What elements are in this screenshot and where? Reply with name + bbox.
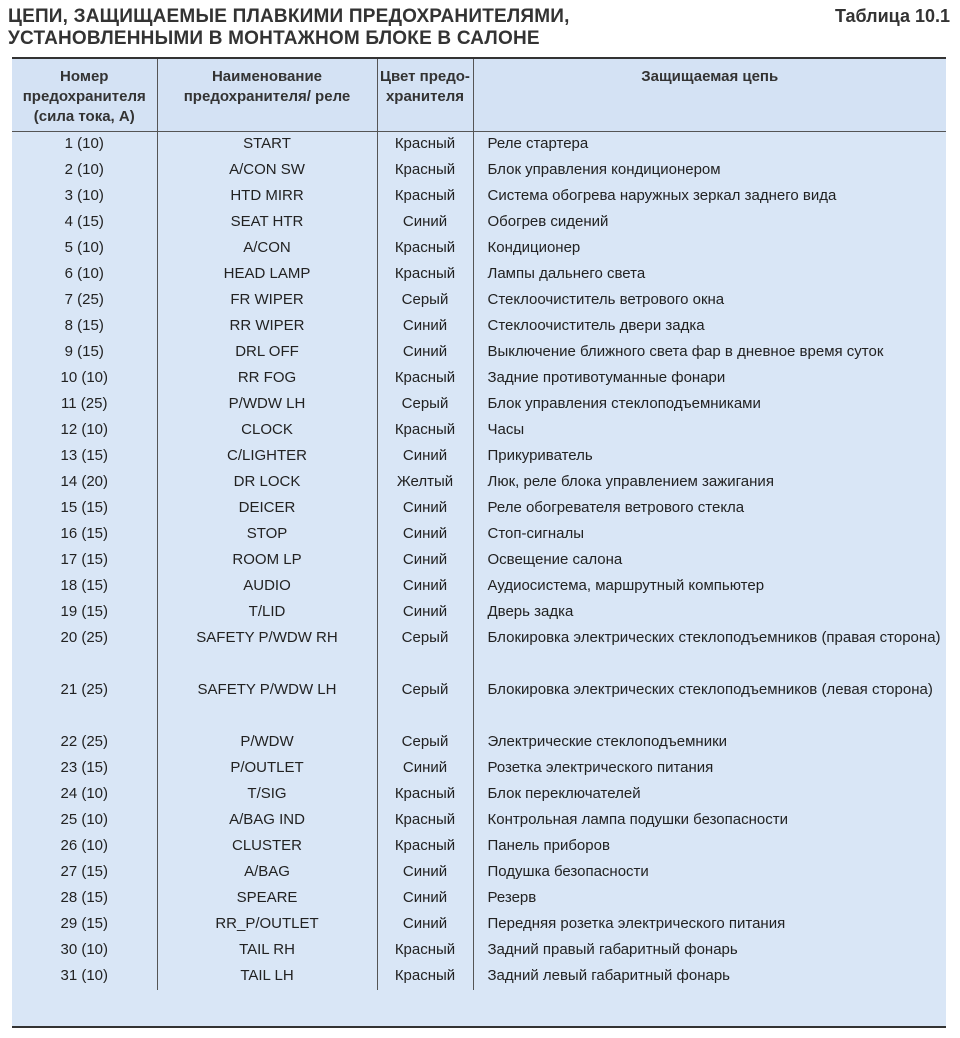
protected-circuit-cell: Освещение салона (473, 548, 946, 574)
column-header-fuse-color: Цвет предо- хранителя (377, 59, 473, 132)
table-row (12, 600, 946, 626)
column-header-protected-circuit: Защищаемая цепь (473, 59, 946, 132)
protected-circuit-cell: Кондиционер (473, 236, 946, 262)
fuse-color-cell: Красный (377, 366, 473, 392)
fuse-color-cell: Серый (377, 730, 473, 756)
protected-circuit-cell: Прикуриватель (473, 444, 946, 470)
protected-circuit-cell: Часы (473, 418, 946, 444)
protected-circuit-cell: Лампы дальнего света (473, 262, 946, 288)
fuse-name-cell: P/WDW LH (157, 392, 377, 418)
fuse-number-cell: 2 (10) (64, 160, 104, 178)
protected-circuit-cell: Блок управления кондиционером (473, 158, 946, 184)
fuse-number-cell: 21 (25) (60, 680, 109, 698)
fuse-color-cell: Синий (377, 548, 473, 574)
page-title (8, 6, 570, 50)
protected-circuit-cell: Стоп-сигналы (473, 522, 946, 548)
fuse-number-cell: 12 (10) (60, 420, 109, 438)
fuse-number-cell: 3 (10) (64, 186, 104, 204)
fuse-name-cell: T/LID (157, 600, 377, 626)
protected-circuit-cell: Панель приборов (473, 834, 946, 860)
fuse-name-cell: A/CON (157, 236, 377, 262)
protected-circuit-cell: Задние противотуманные фонари (473, 366, 946, 392)
fuse-number-cell: 4 (15) (64, 212, 104, 230)
fuse-name-cell: DR LOCK (157, 470, 377, 496)
title-line-1: ЦЕПИ, ЗАЩИЩАЕМЫЕ ПЛАВКИМИ ПРЕДОХРАНИТЕЛЯМИ, (8, 6, 570, 27)
fuse-name-cell: RR_P/OUTLET (157, 912, 377, 938)
table-row (12, 184, 946, 210)
fuse-color-cell: Красный (377, 834, 473, 860)
fuse-name-cell: RR FOG (157, 366, 377, 392)
fuse-color-cell: Красный (377, 964, 473, 990)
table-row (12, 964, 946, 990)
table-row (12, 132, 946, 158)
table-row (12, 522, 946, 548)
protected-circuit-cell: Выключение ближного света фар в дневное время суток (473, 340, 946, 366)
protected-circuit-cell: Система обогрева наружных зеркал заднего вида (473, 184, 946, 210)
protected-circuit-cell: Реле стартера (473, 132, 946, 158)
table-row (12, 158, 946, 184)
protected-circuit-cell: Обогрев сидений (473, 210, 946, 236)
fuse-number-cell: 8 (15) (64, 316, 104, 334)
fuse-number-cell: 10 (10) (60, 368, 109, 386)
protected-circuit-cell: Контрольная лампа подушки безопасности (473, 808, 946, 834)
protected-circuit-cell: Подушка безопасности (473, 860, 946, 886)
fuse-color-cell: Серый (377, 392, 473, 418)
table-row (12, 678, 946, 730)
fuse-name-cell: START (157, 132, 377, 158)
fuse-name-cell: CLUSTER (157, 834, 377, 860)
fuse-color-cell: Красный (377, 782, 473, 808)
protected-circuit-cell: Аудиосистема, маршрутный компьютер (473, 574, 946, 600)
fuse-table-container (12, 57, 946, 1028)
fuse-number-cell: 29 (15) (60, 914, 109, 932)
fuse-name-cell: P/OUTLET (157, 756, 377, 782)
fuse-name-cell: CLOCK (157, 418, 377, 444)
fuse-number-cell: 27 (15) (60, 862, 109, 880)
fuse-color-cell: Красный (377, 938, 473, 964)
fuse-color-cell: Красный (377, 158, 473, 184)
fuse-number-cell: 17 (15) (60, 550, 109, 568)
fuse-name-cell: SEAT HTR (157, 210, 377, 236)
fuse-name-cell: SPEARE (157, 886, 377, 912)
table-row (12, 782, 946, 808)
fuse-name-cell: A/BAG IND (157, 808, 377, 834)
fuse-name-cell: TAIL LH (157, 964, 377, 990)
table-row (12, 470, 946, 496)
fuse-name-cell: C/LIGHTER (157, 444, 377, 470)
table-row (12, 340, 946, 366)
fuse-number-cell: 20 (25) (60, 628, 109, 646)
fuse-color-cell: Синий (377, 600, 473, 626)
fuse-name-cell: HEAD LAMP (157, 262, 377, 288)
fuse-name-cell: DRL OFF (157, 340, 377, 366)
fuse-table (12, 59, 946, 990)
column-header-fuse-name: Наименование предохранителя/ реле (157, 59, 377, 132)
fuse-name-cell: ROOM LP (157, 548, 377, 574)
fuse-number-cell: 28 (15) (60, 888, 109, 906)
protected-circuit-cell: Дверь задка (473, 600, 946, 626)
protected-circuit-cell: Люк, реле блока управлением зажигания (473, 470, 946, 496)
fuse-name-cell: P/WDW (157, 730, 377, 756)
table-row (12, 210, 946, 236)
table-row (12, 366, 946, 392)
fuse-color-cell: Желтый (377, 470, 473, 496)
table-body (12, 132, 946, 990)
fuse-color-cell: Синий (377, 340, 473, 366)
fuse-number-cell: 11 (25) (61, 394, 108, 412)
fuse-name-cell: SAFETY P/WDW RH (157, 626, 377, 678)
fuse-color-cell: Серый (377, 626, 473, 678)
fuse-name-cell: AUDIO (157, 574, 377, 600)
fuse-name-cell: RR WIPER (157, 314, 377, 340)
table-row (12, 730, 946, 756)
table-row (12, 548, 946, 574)
fuse-color-cell: Красный (377, 262, 473, 288)
fuse-name-cell: HTD MIRR (157, 184, 377, 210)
table-row (12, 392, 946, 418)
fuse-number-cell: 13 (15) (60, 446, 109, 464)
protected-circuit-cell: Электрические стеклоподъемники (473, 730, 946, 756)
table-row (12, 808, 946, 834)
fuse-name-cell: A/BAG (157, 860, 377, 886)
fuse-name-cell: FR WIPER (157, 288, 377, 314)
table-row (12, 418, 946, 444)
fuse-number-cell: 19 (15) (60, 602, 109, 620)
fuse-color-cell: Синий (377, 496, 473, 522)
protected-circuit-cell: Задний левый габаритный фонарь (473, 964, 946, 990)
protected-circuit-cell: Стеклоочиститель ветрового окна (473, 288, 946, 314)
table-row (12, 886, 946, 912)
fuse-number-cell: 16 (15) (60, 524, 109, 542)
fuse-number-cell: 15 (15) (60, 498, 109, 516)
table-row (12, 574, 946, 600)
fuse-name-cell: TAIL RH (157, 938, 377, 964)
table-row (12, 834, 946, 860)
table-row (12, 262, 946, 288)
fuse-number-cell: 24 (10) (60, 784, 109, 802)
fuse-name-cell: DEICER (157, 496, 377, 522)
fuse-number-cell: 31 (10) (60, 966, 109, 984)
table-row (12, 314, 946, 340)
fuse-color-cell: Красный (377, 808, 473, 834)
table-number: Таблица 10.1 (834, 6, 950, 26)
table-row (12, 756, 946, 782)
protected-circuit-cell: Блокировка электрических стеклоподъемников (левая сторона) (473, 678, 946, 730)
fuse-name-cell: STOP (157, 522, 377, 548)
fuse-number-cell: 7 (25) (64, 290, 104, 308)
table-header-row (12, 59, 946, 132)
fuse-color-cell: Синий (377, 756, 473, 782)
table-row (12, 496, 946, 522)
fuse-number-cell: 30 (10) (60, 940, 109, 958)
table-row (12, 626, 946, 678)
fuse-color-cell: Синий (377, 574, 473, 600)
protected-circuit-cell: Розетка электрического питания (473, 756, 946, 782)
fuse-number-cell: 1 (10) (64, 135, 104, 152)
table-row (12, 444, 946, 470)
protected-circuit-cell: Передняя розетка электрического питания (473, 912, 946, 938)
fuse-number-cell: 9 (15) (64, 342, 104, 360)
fuse-number-cell: 18 (15) (60, 576, 109, 594)
fuse-color-cell: Красный (377, 418, 473, 444)
fuse-number-cell: 14 (20) (60, 472, 109, 490)
fuse-color-cell: Синий (377, 314, 473, 340)
fuse-color-cell: Красный (377, 184, 473, 210)
fuse-name-cell: T/SIG (157, 782, 377, 808)
protected-circuit-cell: Реле обогревателя ветрового стекла (473, 496, 946, 522)
fuse-color-cell: Синий (377, 444, 473, 470)
fuse-number-cell: 5 (10) (64, 238, 104, 256)
table-row (12, 938, 946, 964)
table-row (12, 236, 946, 262)
protected-circuit-cell: Резерв (473, 886, 946, 912)
title-line-2: УСТАНОВЛЕННЫМИ В МОНТАЖНОМ БЛОКЕ В САЛОНЕ (8, 28, 540, 49)
fuse-color-cell: Красный (377, 132, 473, 158)
fuse-number-cell: 25 (10) (60, 810, 109, 828)
fuse-name-cell: SAFETY P/WDW LH (157, 678, 377, 730)
fuse-number-cell: 26 (10) (60, 836, 109, 854)
fuse-color-cell: Синий (377, 860, 473, 886)
protected-circuit-cell: Стеклоочиститель двери задка (473, 314, 946, 340)
table-row (12, 860, 946, 886)
protected-circuit-cell: Блокировка электрических стеклоподъемников (правая сторона) (473, 626, 946, 678)
fuse-color-cell: Серый (377, 678, 473, 730)
column-header-fuse-number: Номер предохранителя (сила тока, А) (12, 59, 157, 132)
fuse-color-cell: Синий (377, 912, 473, 938)
table-row (12, 288, 946, 314)
fuse-number-cell: 23 (15) (60, 758, 109, 776)
fuse-color-cell: Синий (377, 886, 473, 912)
protected-circuit-cell: Блок переключателей (473, 782, 946, 808)
fuse-color-cell: Синий (377, 522, 473, 548)
table-row (12, 912, 946, 938)
fuse-name-cell: A/CON SW (157, 158, 377, 184)
fuse-number-cell: 22 (25) (60, 732, 109, 750)
fuse-color-cell: Серый (377, 288, 473, 314)
protected-circuit-cell: Задний правый габаритный фонарь (473, 938, 946, 964)
fuse-number-cell: 6 (10) (64, 264, 104, 282)
fuse-color-cell: Синий (377, 210, 473, 236)
fuse-color-cell: Красный (377, 236, 473, 262)
protected-circuit-cell: Блок управления стеклоподъемниками (473, 392, 946, 418)
